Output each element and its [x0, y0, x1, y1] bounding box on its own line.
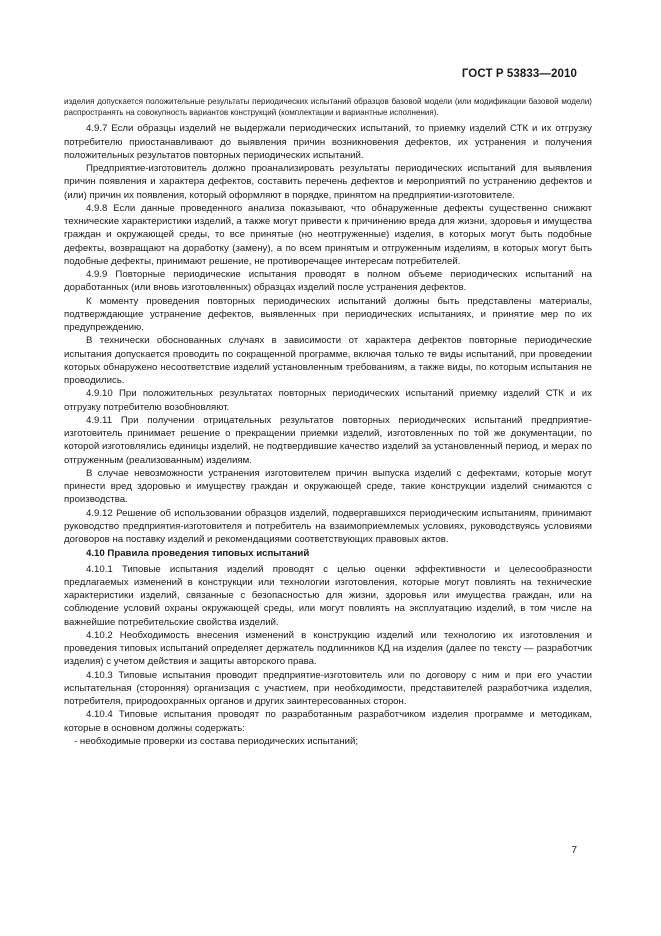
paragraph-4-10-4: 4.10.4 Типовые испытания проводят по разработанным разработчиком изделия программе и методикам, которые в основном должны содержать:: [64, 709, 592, 734]
paragraph-4-10-3: 4.10.3 Типовые испытания проводит предприятие-изготовитель или по договору с ним и при его участии испытательная (сторонняя) организация с участием, при необходимости, представителей разработчика изделия, потребителя, природоохранных органов и других заинтересованных сторон.: [64, 669, 592, 708]
paragraph-4-9-12: 4.9.12 Решение об использовании образцов изделий, подвергавшихся периодическим испытаниям, принимают руководство предприятия-изготовителя и потребитель на взаимоприемлемых условиях, руководствуясь условиями договоров на поставку изделий и рекомендациями соответствующих правовых актов.: [64, 507, 592, 546]
paragraph-4-10-2: 4.10.2 Необходимость внесения изменений в конструкцию изделий или технологию их изготовления и проведения типовых испытаний определяет держатель подлинников КД на изделия (далее по тексту — разработчик изделия) с учетом действия и защиты авторского права.: [64, 629, 592, 668]
list-item: - необходимые проверки из состава периодических испытаний;: [74, 735, 359, 747]
section-title: 4.10 Правила проведения типовых испытаний: [86, 548, 310, 560]
paragraph-materials: К моменту проведения повторных периодических испытаний должны быть представлены материалы, подтверждающие устранение дефектов, выявленных при периодических испытаниях, и принятие мер по их предупреждению.: [64, 295, 592, 334]
paragraph-defect-analysis: Предприятие-изготовитель должно проанализировать результаты периодических испытаний для выявления причин появления и характера дефектов, составить перечень дефектов и мероприятий по устранению дефектов и (или) причин их появления, который оформляют в порядке, принятом на предприятии-изготовителе.: [64, 163, 592, 201]
paragraph-production-stop: В случае невозможности устранения изготовителем причин выпуска изделий с дефектами, которые могут принести вред здоровью и имуществу граждан и окружающей среде, такие конструкции изделий снимаются с производства.: [64, 467, 592, 506]
paragraph-4-9-10: 4.9.10 При положительных результатах повторных периодических испытаний приемку изделий СТК и их отгрузку потребителю возобновляют.: [64, 388, 592, 413]
paragraph-4-9-8: 4.9.8 Если данные проведенного анализа показывают, что обнаруженные дефекты существенно снижают технические характеристики изделий, а также могут привести к причинению вреда для жизни, здоровья и имущества граждан и окружающей среды, то все принятые (но неотгруженные) изделия, в которых могут быть подобные дефекты, возвращают на доработку (замену), а по всем принятым и отгруженным изделиям, в которых могут быть подобные дефекты, принимают решение, не противоречащее интересам потребителей.: [64, 202, 592, 267]
paragraph-4-9-7: 4.9.7 Если образцы изделий не выдержали периодических испытаний, то приемку изделий СТК и их отгрузку потребителю приостанавливают до выявления причин возникновения дефектов, их устранения и получения положительных результатов повторных периодических испытаний.: [64, 123, 592, 161]
paragraph-4-10-1: 4.10.1 Типовые испытания изделий проводят с целью оценки эффективности и целесообразности предлагаемых изменений в конструкции или технологии изготовления, которые могут повлиять на технические характеристики изделий, связанные с безопасностью для жизни, здоровья или имущества граждан, или на соблюдение условий охраны окружающей среды, или могут повлиять на эксплуатацию изделий, в том числе на важнейшие потребительские свойства изделий.: [64, 563, 592, 628]
paragraph-4-9-11: 4.9.11 При получении отрицательных результатов повторных периодических испытаний предприятие-изготовитель принимает решение о прекращении приемки изделий, изготовленных по той же документации, по которой изготовлялись единицы изделий, не подтвердившие качество изделий за установленный период, и мерах по отгруженным (реализованным) изделиям.: [64, 414, 592, 466]
document-body: [64, 96, 592, 748]
document-header: ГОСТ Р 53833—2010: [461, 68, 577, 80]
paragraph-reduced-program: В технически обоснованных случаях в зависимости от характера дефектов повторные периодические испытания допускается проводить по сокращенной программе, включая только те виды испытаний, при проведении которых обнаружено несоответствие изделий установленным требованиям, а также виды, по которым испытания не проводились.: [64, 335, 592, 387]
page-number: 7: [571, 845, 577, 856]
paragraph-4-9-9: 4.9.9 Повторные периодические испытания проводят в полном объеме периодических испытаний на доработанных (или вновь изготовленных) образцах изделий после устранения дефектов.: [64, 269, 592, 294]
continuation-note: изделия допускается положительные результаты периодических испытаний образцов базовой модели (или модификации базовой модели) распространять на совокупность вариантов конструкций (комплектации и вариантные исполнения).: [64, 97, 592, 118]
